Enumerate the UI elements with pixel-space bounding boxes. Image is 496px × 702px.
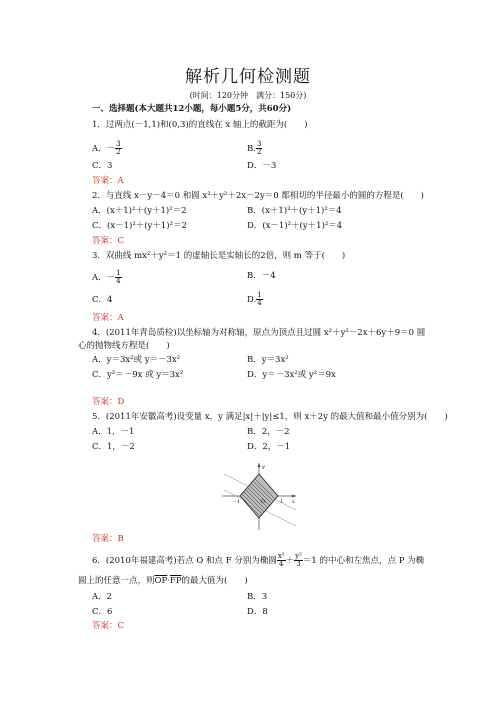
- q6-option-b: B．3: [247, 592, 268, 602]
- q2-option-c: C．(x－1)²＋(y＋1)²＝2: [92, 221, 187, 231]
- fig-label-o: O: [261, 499, 266, 505]
- q6-option-d: D．8: [247, 607, 268, 617]
- q5-option-d: D．2，－1: [247, 442, 291, 452]
- page-title: 解析几何检测题: [185, 67, 311, 87]
- q4-stem-line1: 4．(2011年青岛质检)以坐标轴为对称轴，原点为顶点且过圆 x²＋y²－2x＋6y＋9＝0 圆: [92, 328, 426, 338]
- q3-d-fraction: $\frac{1}{4}$: [257, 291, 262, 307]
- q4-option-a: A．y＝3x²或 y＝－3x²: [92, 355, 181, 365]
- q4-option-b: B．y＝3x²: [247, 355, 289, 365]
- page-subtitle: (时间：120分钟 满分：150分): [189, 91, 307, 100]
- fig-label-x: x: [292, 499, 295, 505]
- q6-vector-fp: $\overline{FP}$: [169, 576, 182, 586]
- x-axis-arrow-icon: [292, 495, 296, 498]
- q4-option-c: C．y²＝－9x 或 y＝3x²: [92, 370, 184, 380]
- q2-answer: 答案：C: [92, 236, 125, 246]
- q2-option-d: D．(x－1)²＋(y＋1)²＝4: [247, 221, 343, 231]
- q3-stem: 3．双曲线 mx²＋y²＝1 的虚轴长是实轴长的2倍，则 m 等于( ): [92, 251, 346, 261]
- q6-answer: 答案：C: [92, 621, 125, 631]
- q4-option-d: D．y＝－3x²或 y²＝9x: [247, 370, 336, 380]
- q6-vector-op: $\overline{OP}$: [154, 576, 168, 586]
- q4-stem-line2: 心的抛物线方程是( ): [78, 341, 170, 351]
- q1-option-c: C．3: [92, 161, 113, 171]
- q1-option-b: B. $\frac{3}{2}$: [247, 140, 262, 156]
- q2-option-a: A．(x＋1)²＋(y＋1)²＝2: [92, 206, 187, 216]
- q5-option-a: A．1，－1: [92, 427, 135, 437]
- q5-option-b: B．2，－2: [247, 427, 290, 437]
- q3-a-fraction: $\frac{1}{4}$: [116, 269, 121, 285]
- q5-option-c: C．1，－2: [92, 442, 135, 452]
- q5-stem: 5．(2011年安徽高考)设变量 x，y 满足|x|＋|y|≤1，则 x＋2y 的最大值和最小值分别为( ): [92, 412, 448, 422]
- q1-answer: 答案：A: [92, 176, 124, 186]
- q1-b-fraction: $\frac{3}{2}$: [256, 140, 262, 156]
- q2-stem: 2．与直线 x－y－4＝0 和圆 x²＋y²＋2x－2y＝0 都相切的半径最小的圆的方程是( ): [92, 191, 424, 201]
- q3-option-a: A．－ $\frac{1}{4}$: [92, 269, 121, 285]
- q4-answer: 答案：D: [92, 397, 125, 407]
- q2-option-b: B．(x＋1)²＋(y＋1)²＝4: [247, 206, 342, 216]
- fig-label-1: 1: [280, 499, 284, 505]
- q6-stem-line1: 6．(2010年福建高考)若点 O 和点 F 分别为椭圆 $\frac{\text{x²}}{4}$ ＋ $\frac{\text{y²}}{3}$ ＝1 的中心和左焦点，点 P 为椭: [92, 552, 425, 568]
- q3-option-d: D. $\frac{1}{4}$: [247, 291, 262, 307]
- q6-option-a: A．2: [92, 592, 113, 602]
- q6-option-c: C．6: [92, 607, 113, 617]
- q6-stem-line2: 圆上的任意一点，则$\overline{OP}\cdot\overline{FP}$的最大值为( ): [78, 576, 248, 586]
- q3-option-b: B．－4: [247, 271, 276, 281]
- q1-a-fraction: $\frac{3}{2}$: [116, 140, 121, 156]
- q3-answer: 答案：A: [92, 313, 124, 323]
- q3-option-c: C．4: [92, 295, 113, 305]
- section-heading: 一、选择题(本大题共12小题，每小题5分，共60分): [92, 104, 292, 114]
- y-axis-arrow-icon: [258, 463, 261, 467]
- q1-stem: 1．过两点(－1,1)和(0,3)的直线在 x 轴上的截距为( ): [92, 120, 308, 130]
- q6-x-fraction: $\frac{\text{x²}}{4}$: [277, 552, 285, 568]
- q1-option-a: A．－ $\frac{3}{2}$: [92, 140, 121, 156]
- q6-y-fraction: $\frac{\text{y²}}{3}$: [295, 552, 302, 568]
- fig-label-y: y: [262, 464, 265, 470]
- q5-region-figure: [218, 460, 300, 532]
- fig-label-neg1: －1: [232, 499, 241, 505]
- q1-option-d: D．－3: [247, 161, 277, 171]
- q5-answer: 答案：B: [92, 534, 124, 544]
